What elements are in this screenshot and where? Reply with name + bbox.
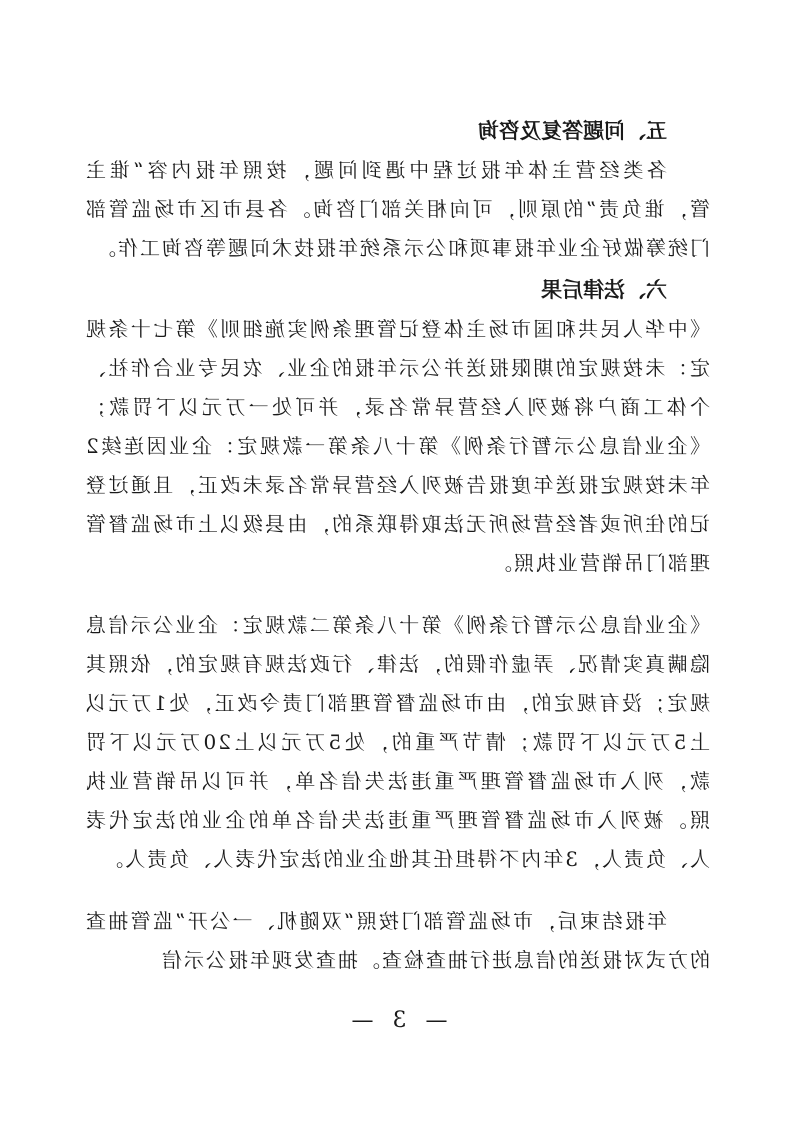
section-6-paragraph-1: 《中华人民共和国市场主体登记管理条例实施细则》第七十条规定：未按规定的期限报送并公示年报的企业、农民专业合作社、个体工商户将被列入经营异常名录，并可处一万元以下罚款；《企业信息公示暂行条例》第十八条第一款规定：企业因连续2年未按规定报送年度报告被列入经营异常名录未改正，且通过登记的住所或者经营场所无法取得联系的，由县级以上市场监督管理部门吊销营业执照。 [84,317,710,575]
section-6-paragraph-3: 年报结束后，市场监管部门按照“双随机、一公开”监管抽查的方式对报送的信息进行抽查检查。抽查发现年报公示信 [84,909,710,972]
document-body [84,112,710,980]
section-5-heading: 五、问题答复及咨询 [478,119,667,143]
section-6-heading: 六、法律后果 [541,278,667,302]
section-6-paragraph-2: 《企业信息公示暂行条例》第十八条第二款规定：企业公示信息隐瞒真实情况、弄虚作假的，法律、行政法规有规定的，依照其规定；没有规定的，由市场监督管理部门责令改正，处1万元以上5万元以下罚款；情节严重的，处5万元以上20万元以下罚款，列入市场监督管理严重违法失信名单，并可以吊销营业执照。被列入市场监督管理严重违法失信名单的企业的法定代表人、负责人，3年内不得担任其他企业的法定代表人、负责人。 [84,613,710,871]
paragraph-gap [84,583,710,606]
paragraph-gap [84,879,710,902]
section-5-paragraph: 各类经营主体年报过程中遇到问题，按照年报内容“谁主管，谁负责”的原则，可向相关部门咨询。各县市区市场监管部门统筹做好企业年报事项和公示系统年报技术问题等咨询工作。 [84,158,710,260]
page-number: — 3 — [345,1008,448,1033]
